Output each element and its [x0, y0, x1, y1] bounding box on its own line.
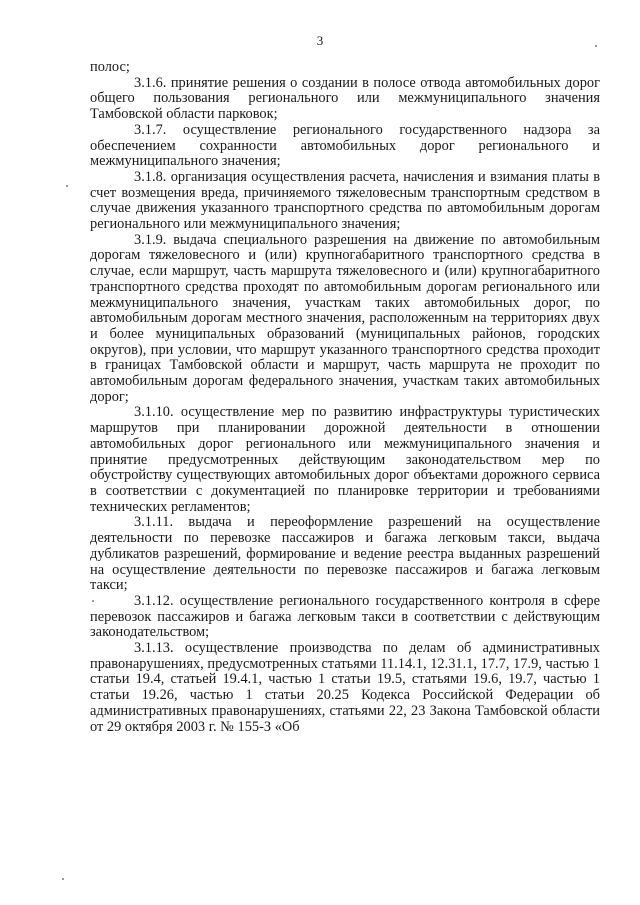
paragraph-3-1-10: 3.1.10. осуществление мер по развитию инфраструктуры туристических маршрутов при планировании дорожной деятельности в отношении автомобильных дорог регионального или межмуниципального значения и принятие предусмотренных действующим законодательством мер по обустройству существующих автомобильных дорог объектами дорожного сервиса в соответствии с документацией по планировке территории и требованиями технических регламентов; [90, 404, 600, 515]
page-number: 3 [316, 33, 324, 48]
document-body [90, 60, 600, 735]
paragraph-3-1-8: 3.1.8. организация осуществления расчета, начисления и взимания платы в счет возмещения вреда, причиняемого тяжеловесным транспортным средством в случае движения указанного транспортного средства по автомобильным дорогам регионального или межмуниципального значения; [90, 168, 600, 233]
scan-speck [92, 600, 94, 602]
scan-speck [595, 45, 597, 47]
paragraph-3-1-9: 3.1.9. выдача специального разрешения на движение по автомобильным дорогам тяжеловесного и (или) крупногабаритного транспортного средства в случае, если маршрут, часть маршрута тяжеловесного и (или) крупногабаритного транспортного средства проходят по автомобильным дорогам регионального или межмуниципального значения, участкам таких автомобильных дорог, по автомобильным дорогам местного значения, расположенным на территориях двух и более муниципальных образований (муниципальных районов, городских округов), при условии, что маршрут указанного транспортного средства проходит в границах Тамбовской области и маршрут, часть маршрута не проходит по автомобильным дорогам федерального значения, участкам таких автомобильных дорог; [90, 231, 600, 405]
paragraph-3-1-6: 3.1.6. принятие решения о создании в полосе отвода автомобильных дорог общего пользования регионального или межмуниципального значения Тамбовской области парковок; [90, 74, 600, 123]
scan-speck [66, 185, 68, 187]
paragraph-3-1-12: 3.1.12. осуществление регионального государственного контроля в сфере перевозок пассажиров и багажа легковым такси в соответствии с действующим законодательством; [90, 592, 600, 641]
scan-speck [62, 878, 64, 880]
paragraph-3-1-13: 3.1.13. осуществление производства по делам об административных правонарушениях, предусмотренных статьями 11.14.1, 12.31.1, 17.7, 17.9, частью 1 статьи 19.4, статьей 19.4.1, частью 1 статьи 19.5, статьями 19.6, 19.7, частью 1 статьи 19.26, частью 1 статьи 20.25 Кодекса Российской Федерации об административных правонарушениях, статьями 22, 23 Закона Тамбовской области от 29 октября 2003 г. № 155-З «Об [90, 640, 600, 735]
paragraph-3-1-7: 3.1.7. осуществление регионального государственного надзора за обеспечением сохранности автомобильных дорог регионального и межмуниципального значения; [90, 121, 600, 170]
paragraph-3-1-11: 3.1.11. выдача и переоформление разрешений на осуществление деятельности по перевозке пассажиров и багажа легковым такси, выдача дубликатов разрешений, формирование и ведение реестра выданных разрешений на осуществление деятельности по перевозке пассажиров и багажа легковым такси; [90, 514, 600, 594]
paragraph-continuation: полос; [90, 59, 130, 75]
